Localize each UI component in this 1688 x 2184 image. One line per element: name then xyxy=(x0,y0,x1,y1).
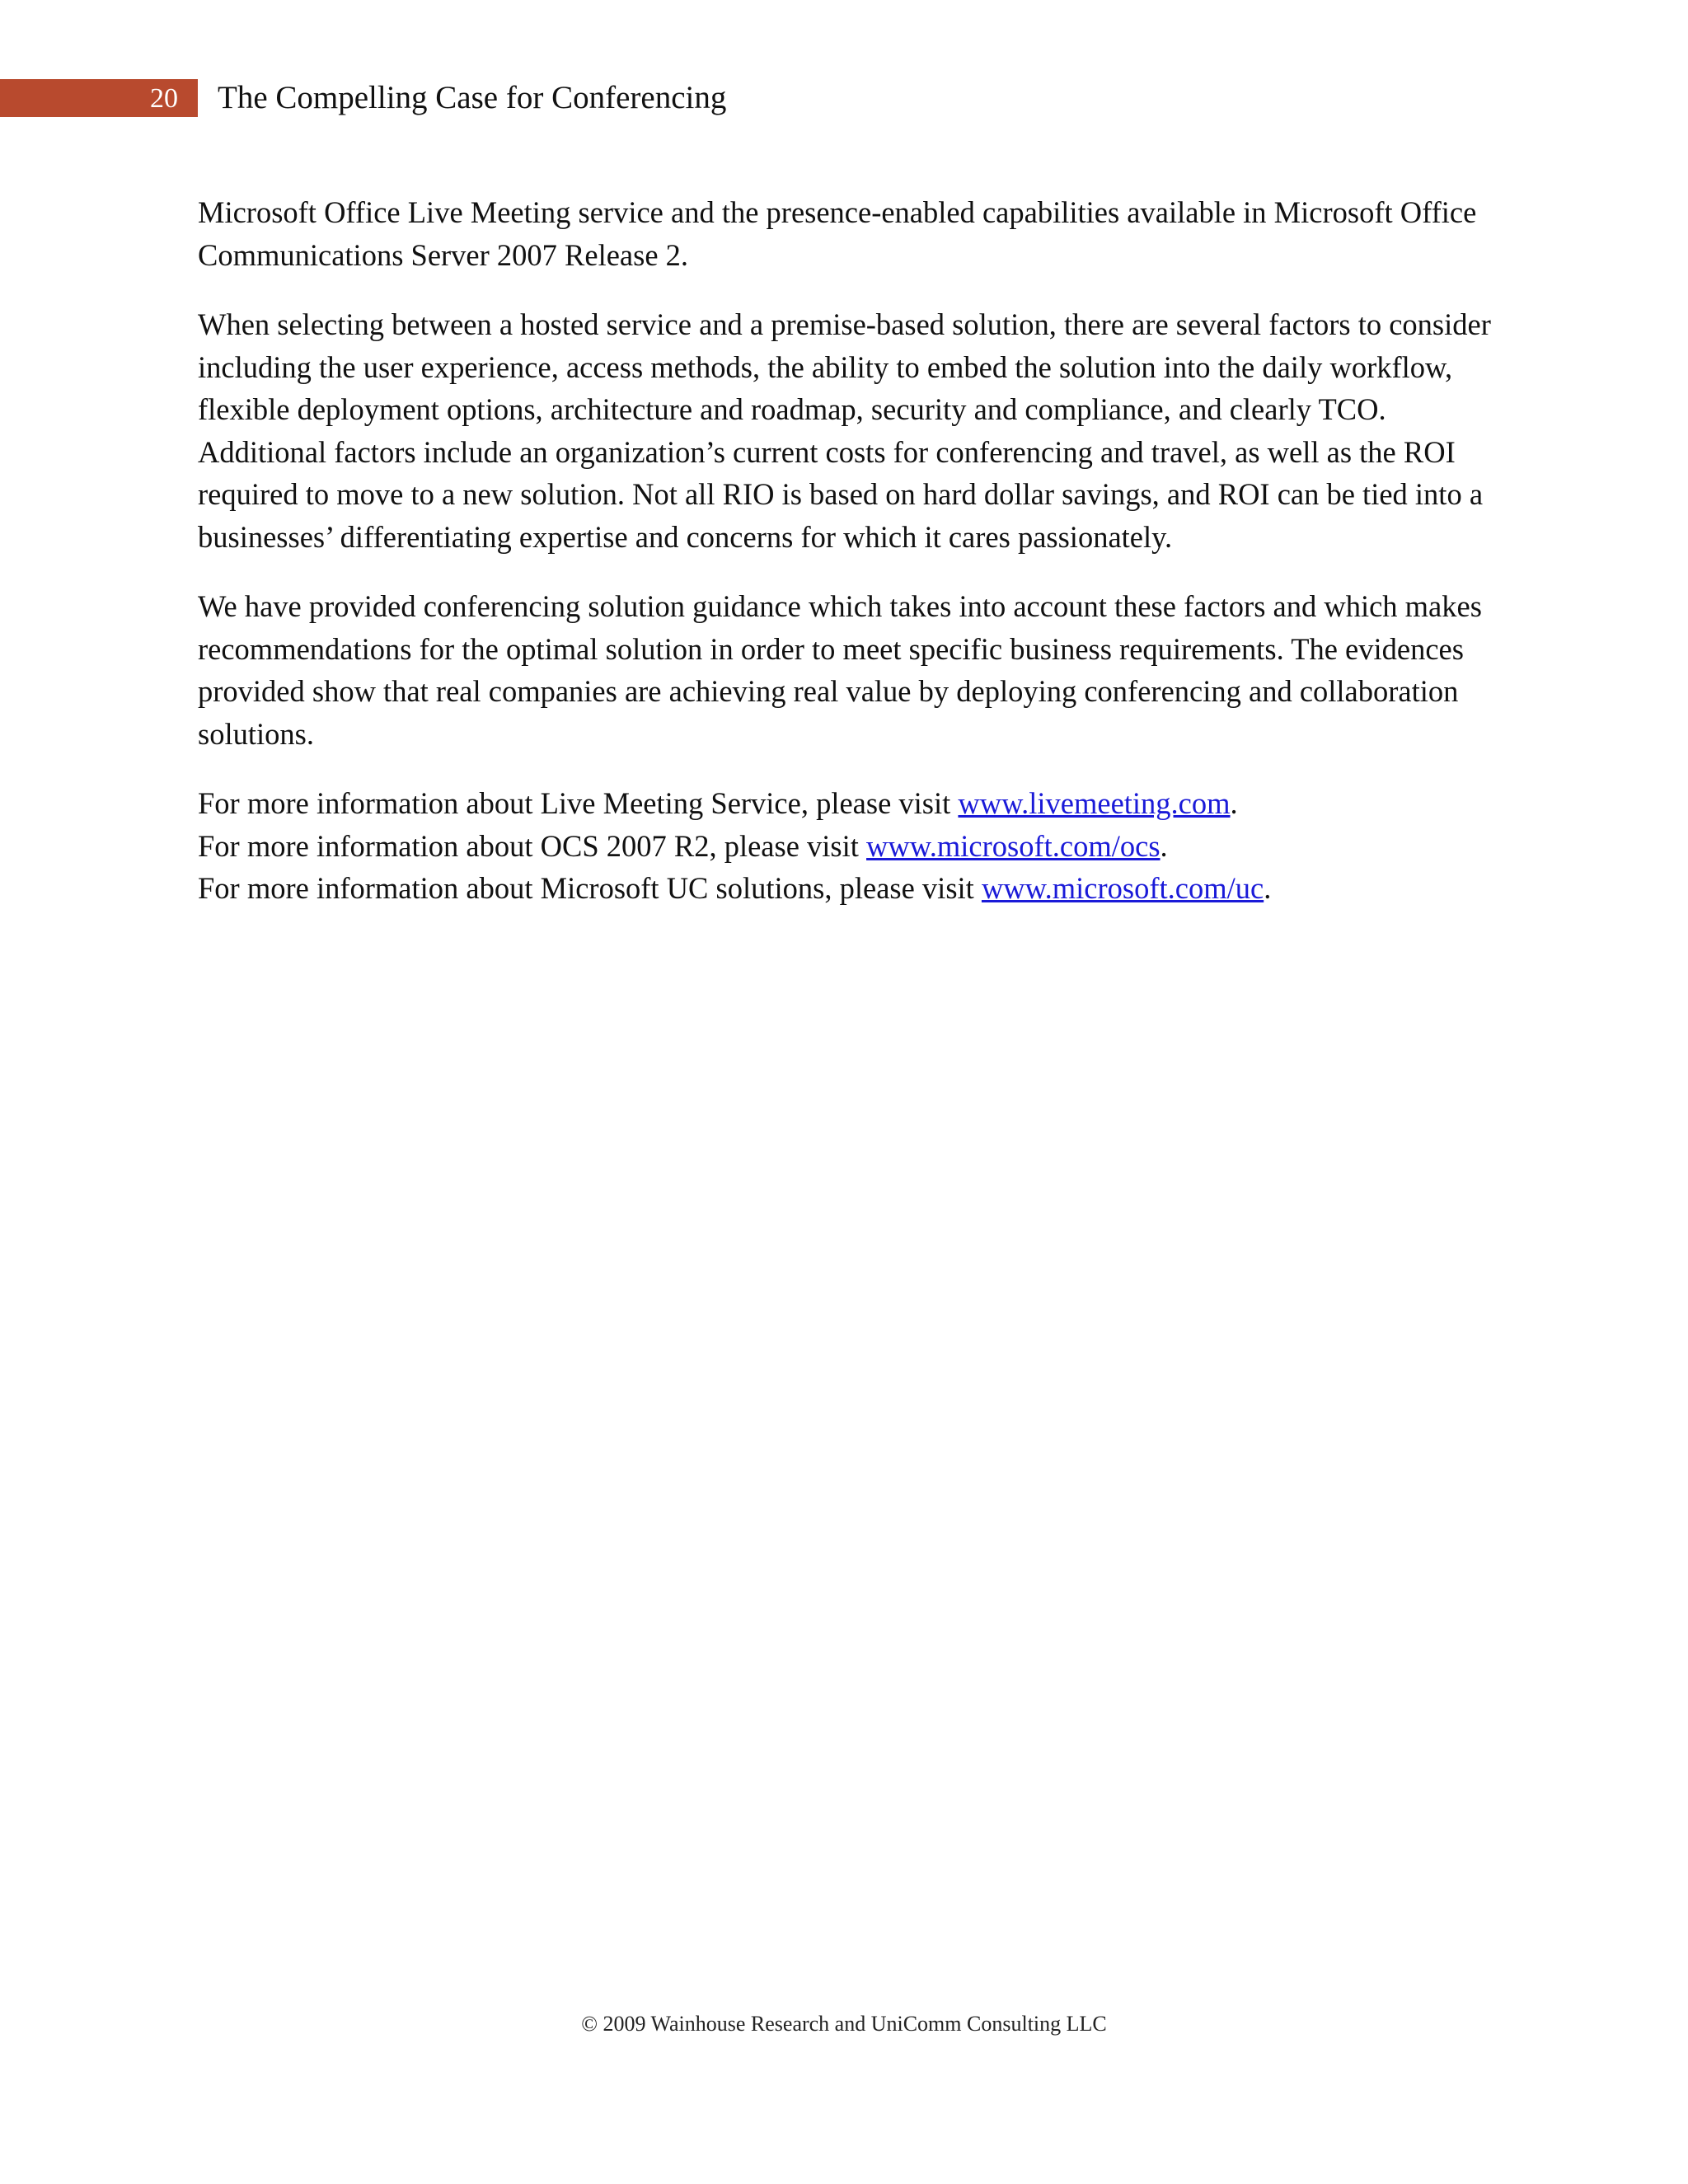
info-line-uc xyxy=(198,867,1508,910)
copyright-text: © 2009 Wainhouse Research and UniComm Consulting LLC xyxy=(581,2012,1107,2036)
page-number-box xyxy=(0,79,198,117)
info-line-text: For more information about OCS 2007 R2, please visit xyxy=(198,828,867,863)
info-line-suffix: . xyxy=(1264,871,1272,905)
paragraph-selection-factors: When selecting between a hosted service and a premise-based solution, there are several factors to consider including the user experience, access methods, the ability to embed the solution into the daily workflow, flexible deployment options, architecture and roadmap, security and compliance, and clearly TCO. Additional factors include an organization’s current costs for conferencing and travel, as well as the ROI required to move to a new solution. Not all RIO is based on hard dollar savings, and ROI can be tied into a businesses’ differentiating expertise and concerns for which it cares passionately. xyxy=(198,307,1491,554)
page-number: 20 xyxy=(150,83,178,114)
page-header xyxy=(0,79,989,117)
paragraph-guidance: We have provided conferencing solution guidance which takes into account these factors and which makes recommendations for the optimal solution in order to meet specific business requirements. The evidences provided show that real companies are achieving real value by deploying conferencing and collaboration solutions. xyxy=(198,589,1482,751)
ocs-link[interactable]: www.microsoft.com/ocs xyxy=(866,828,1160,863)
livemeeting-link[interactable]: www.livemeeting.com xyxy=(958,786,1231,820)
info-line-text: For more information about Microsoft UC solutions, please visit xyxy=(198,871,982,905)
info-line-ocs xyxy=(198,825,1508,868)
paragraph-intro-continuation: Microsoft Office Live Meeting service and the presence-enabled capabilities available in Microsoft Office Communications Server 2007 Release 2. xyxy=(198,195,1477,272)
info-line-suffix: . xyxy=(1230,786,1238,820)
uc-link[interactable]: www.microsoft.com/uc xyxy=(981,871,1264,905)
main-content xyxy=(198,191,1508,937)
info-line-suffix: . xyxy=(1160,828,1168,863)
more-info-block xyxy=(198,782,1508,910)
header-title: The Compelling Case for Conferencing xyxy=(218,80,727,115)
info-line-livemeeting xyxy=(198,782,1508,825)
info-line-text: For more information about Live Meeting Service, please visit xyxy=(198,786,959,820)
page-footer xyxy=(0,2011,1688,2037)
